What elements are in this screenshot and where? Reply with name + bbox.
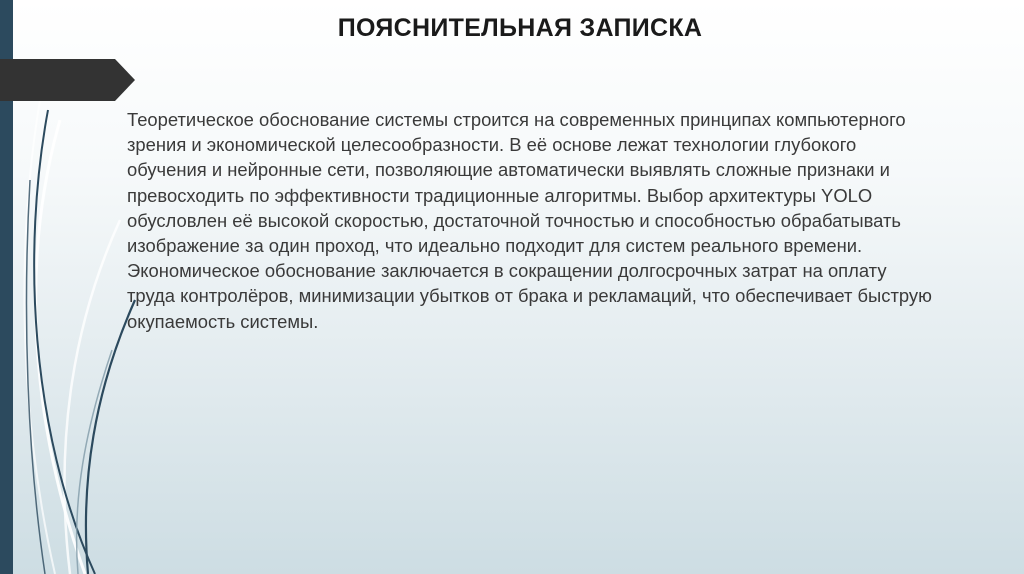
- slide-body-text: Теоретическое обоснование системы строится на современных принципах компьютерного зрения и экономической целесообразности. В её основе лежат технологии глубокого обучения и нейронные сети, позволяющие автоматически выявлять сложные признаки и превосходить по эффективности традиционные алгоритмы. Выбор архитектуры YOLO обусловлен её высокой скоростью, достаточной точностью и способностью обрабатывать изображение за один проход, что идеально подходит для систем реального времени. Экономическое обоснование заключается в сокращении долгосрочных затрат на оплату труда контролёров, минимизации убытков от брака и рекламаций, что обеспечивает быструю окупаемость системы.: [127, 109, 932, 332]
- title-tab-shape: [0, 59, 135, 101]
- slide-title: ПОЯСНИТЕЛЬНАЯ ЗАПИСКА: [337, 14, 703, 42]
